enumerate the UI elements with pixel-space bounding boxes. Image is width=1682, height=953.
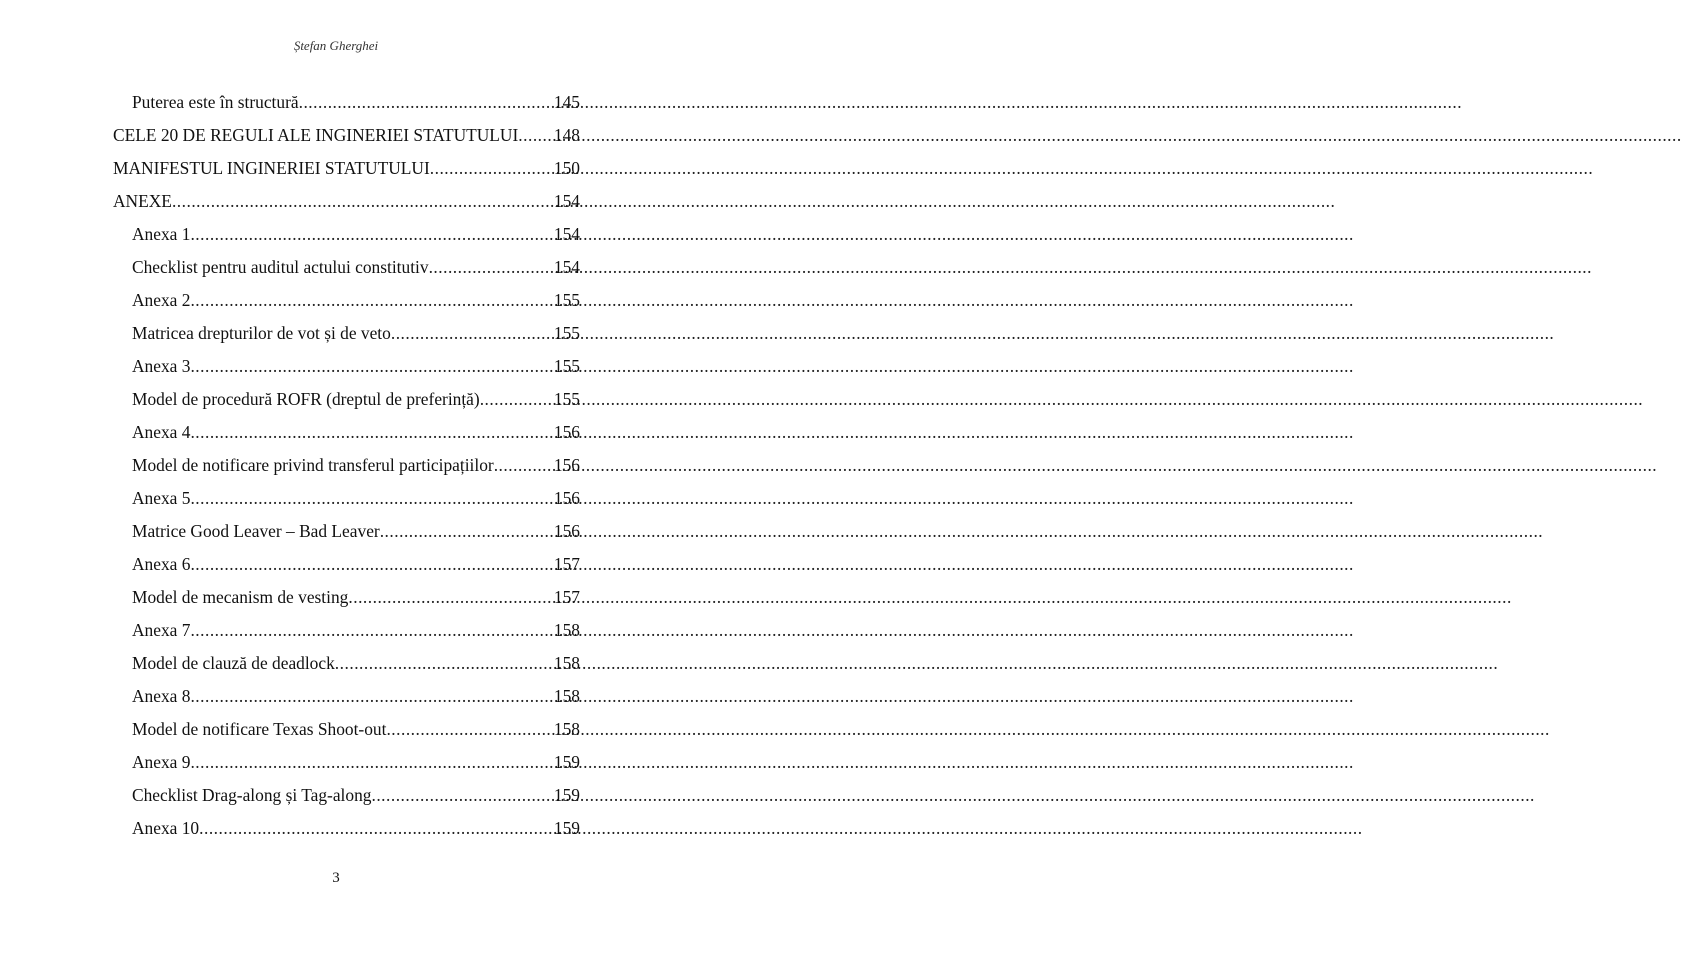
toc-dot-leader xyxy=(190,416,553,449)
toc-entry-page: 148 xyxy=(553,125,580,145)
toc-entry-title: Anexa 5 xyxy=(132,488,191,508)
toc-entry-title: Model de notificare Texas Shoot-out xyxy=(132,719,387,739)
toc-dot-leader xyxy=(190,284,553,317)
toc-entry-title: Checklist Drag-along și Tag-along xyxy=(132,785,372,805)
running-header: Ștefan Gherghei xyxy=(293,38,379,53)
toc-entry-page: 157 xyxy=(553,587,580,607)
toc-entry-page: 155 xyxy=(553,389,580,409)
toc-entry-page: 157 xyxy=(553,554,580,574)
toc-entry-page: 158 xyxy=(553,653,580,673)
toc-dot-leader xyxy=(190,482,553,515)
toc-entry-title: Anexa 8 xyxy=(132,686,191,706)
toc-entry[interactable] xyxy=(113,449,580,482)
toc-entry-title: Anexa 10 xyxy=(132,818,200,838)
toc-dot-leader xyxy=(190,350,553,383)
toc-entry-title: Model de procedură ROFR (dreptul de preferință) xyxy=(132,389,480,409)
toc-entry[interactable] xyxy=(113,812,580,845)
toc-entry-page: 159 xyxy=(553,785,580,805)
toc-entry[interactable] xyxy=(113,779,580,812)
toc-entry[interactable] xyxy=(113,515,580,548)
toc-entry-page: 155 xyxy=(553,356,580,376)
toc-entry-title: Anexa 4 xyxy=(132,422,191,442)
toc-dot-leader xyxy=(190,614,553,647)
toc-dot-leader xyxy=(430,152,554,185)
toc-entry[interactable] xyxy=(113,284,580,317)
toc-dot-leader xyxy=(391,317,554,350)
toc-entry-page: 159 xyxy=(553,752,580,772)
toc-dot-leader xyxy=(172,185,554,218)
toc-entry-page: 154 xyxy=(553,257,580,277)
toc-entry-title: ANEXE xyxy=(113,191,172,211)
toc-entry-page: 155 xyxy=(553,323,580,343)
toc-entry-page: 158 xyxy=(553,620,580,640)
toc-entry-title: Anexa 2 xyxy=(132,290,191,310)
toc-dot-leader xyxy=(518,119,554,152)
toc-dot-leader xyxy=(190,680,553,713)
toc-entry-title: Anexa 3 xyxy=(132,356,191,376)
toc-entry[interactable] xyxy=(113,86,580,119)
toc-entry[interactable] xyxy=(113,119,580,152)
page-number: 3 xyxy=(332,870,340,886)
toc-entry[interactable] xyxy=(113,350,580,383)
toc-entry-page: 159 xyxy=(553,818,580,838)
toc-entry[interactable] xyxy=(113,680,580,713)
toc-entry[interactable] xyxy=(113,251,580,284)
toc-entry-page: 158 xyxy=(553,719,580,739)
toc-dot-leader xyxy=(190,218,553,251)
toc-entry[interactable] xyxy=(113,416,580,449)
toc-entry-title: Model de mecanism de vesting xyxy=(132,587,349,607)
table-of-contents xyxy=(113,86,580,845)
toc-entry[interactable] xyxy=(113,746,580,779)
toc-entry-title: Matricea drepturilor de vot și de veto xyxy=(132,323,391,343)
toc-entry-page: 156 xyxy=(553,521,580,541)
toc-entry-title: Matrice Good Leaver – Bad Leaver xyxy=(132,521,380,541)
toc-dot-leader xyxy=(299,86,554,119)
toc-entry-page: 145 xyxy=(553,92,580,112)
toc-dot-leader xyxy=(371,779,553,812)
toc-entry-title: Model de notificare privind transferul participațiilor xyxy=(132,455,494,475)
toc-entry-title: Anexa 6 xyxy=(132,554,191,574)
toc-dot-leader xyxy=(190,548,553,581)
toc-entry[interactable] xyxy=(113,614,580,647)
toc-entry-title: Anexa 9 xyxy=(132,752,191,772)
toc-dot-leader xyxy=(386,713,553,746)
toc-entry[interactable] xyxy=(113,713,580,746)
toc-entry[interactable] xyxy=(113,317,580,350)
toc-dot-leader xyxy=(199,812,554,845)
toc-entry-page: 154 xyxy=(553,224,580,244)
toc-entry-title: MANIFESTUL INGINERIEI STATUTULUI xyxy=(113,158,430,178)
toc-entry-page: 150 xyxy=(553,158,580,178)
toc-dot-leader xyxy=(190,746,553,779)
toc-entry[interactable] xyxy=(113,647,580,680)
toc-entry[interactable] xyxy=(113,185,580,218)
toc-entry-page: 155 xyxy=(553,290,580,310)
toc-entry-title: Anexa 7 xyxy=(132,620,191,640)
toc-entry[interactable] xyxy=(113,482,580,515)
toc-entry[interactable] xyxy=(113,383,580,416)
toc-entry-title: Anexa 1 xyxy=(132,224,191,244)
toc-entry-page: 154 xyxy=(553,191,580,211)
toc-entry-title: CELE 20 DE REGULI ALE INGINERIEI STATUTULUI xyxy=(113,125,519,145)
toc-entry-title: Puterea este în structură xyxy=(132,92,299,112)
toc-entry[interactable] xyxy=(113,152,580,185)
toc-dot-leader xyxy=(348,581,554,614)
toc-dot-leader xyxy=(494,449,554,482)
toc-entry-title: Model de clauză de deadlock xyxy=(132,653,335,673)
toc-entry[interactable] xyxy=(113,218,580,251)
toc-entry-page: 158 xyxy=(553,686,580,706)
toc-dot-leader xyxy=(380,515,554,548)
toc-dot-leader xyxy=(335,647,554,680)
toc-entry[interactable] xyxy=(113,581,580,614)
toc-entry[interactable] xyxy=(113,548,580,581)
toc-entry-page: 156 xyxy=(553,422,580,442)
toc-dot-leader xyxy=(480,383,554,416)
toc-dot-leader xyxy=(429,251,554,284)
toc-entry-page: 156 xyxy=(553,488,580,508)
toc-entry-page: 156 xyxy=(553,455,580,475)
toc-entry-title: Checklist pentru auditul actului constitutiv xyxy=(132,257,429,277)
